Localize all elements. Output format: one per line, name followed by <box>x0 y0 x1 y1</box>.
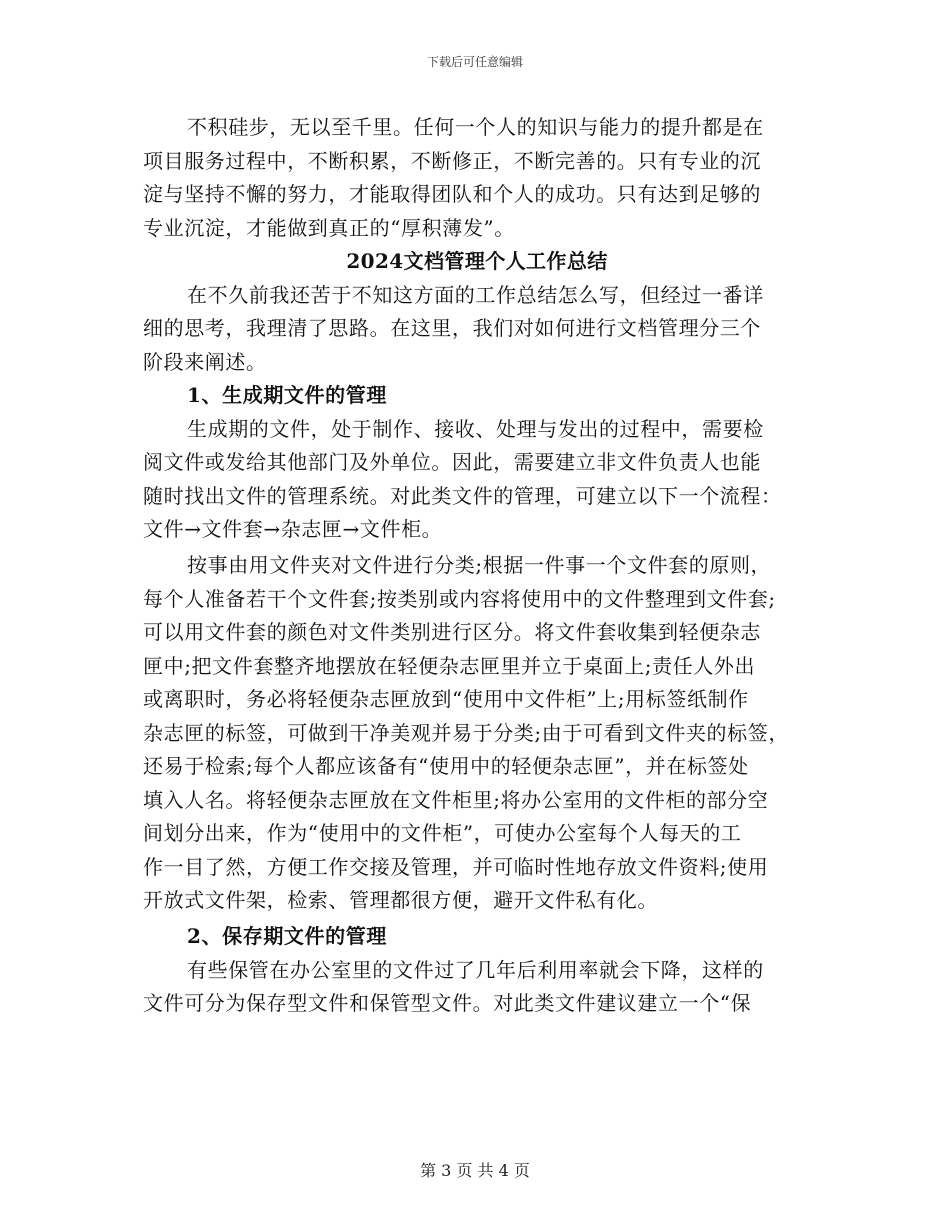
paragraph-line: 文件→文件套→杂志匣→文件柜。 <box>143 517 443 541</box>
paragraph-line: 有些保管在办公室里的文件过了几年后利用率就会下降，这样的 <box>187 957 764 982</box>
section-heading-2: 2、保存期文件的管理 <box>187 924 387 948</box>
paragraph-line: 间划分出来，作为“使用中的文件柜”，可使办公室每个人每天的工 <box>143 821 742 845</box>
paragraph-line: 匣中;把文件套整齐地摆放在轻便杂志匣里并立于桌面上;责任人外出 <box>143 653 756 678</box>
paragraph-line: 随时找出文件的管理系统。对此类文件的管理，可建立以下一个流程： <box>143 483 782 508</box>
paragraph-line: 阅文件或发给其他部门及外单位。因此，需要建立非文件负责人也能 <box>143 450 761 474</box>
paragraph-line: 生成期的文件，处于制作、接收、处理与发出的过程中，需要检 <box>187 416 764 441</box>
section-heading-1: 1、生成期文件的管理 <box>187 383 387 407</box>
paragraph-line: 阶段来阐述。 <box>143 349 267 374</box>
document-title: 2024文档管理个人工作总结 <box>346 249 608 273</box>
paragraph-line: 专业沉淀，才能做到真正的“厚积薄发”。 <box>143 215 515 240</box>
paragraph-line: 可以用文件套的颜色对文件类别进行区分。将文件套收集到轻便杂志 <box>143 620 761 644</box>
paragraph-line: 或离职时，务必将轻便杂志匣放到“使用中文件柜”上;用标签纸制作 <box>143 687 749 711</box>
paragraph-line: 淀与坚持不懈的努力，才能取得团队和个人的成功。只有达到足够的 <box>143 182 761 206</box>
paragraph-line: 填入人名。将轻便杂志匣放在文件柜里;将办公室用的文件柜的部分空 <box>143 787 769 812</box>
paragraph-line: 在不久前我还苦于不知这方面的工作总结怎么写，但经过一番详 <box>187 282 764 307</box>
document-body <box>143 112 811 1022</box>
paragraph-line: 还易于检索;每个人都应该备有“使用中的轻便杂志匣”，并在标签处 <box>143 754 749 778</box>
paragraph-line: 项目服务过程中，不断积累，不断修正，不断完善的。只有专业的沉 <box>143 148 761 173</box>
paragraph-line: 细的思考，我理清了思路。在这里，我们对如何进行文档管理分三个 <box>143 316 761 340</box>
paragraph-line: 杂志匣的标签，可做到干净美观并易于分类;由于可看到文件夹的标签， <box>143 720 789 745</box>
paragraph-line: 开放式文件架，检索、管理都很方便，避开文件私有化。 <box>143 888 658 912</box>
paragraph-line: 不积硅步，无以至千里。任何一个人的知识与能力的提升都是在 <box>187 115 764 139</box>
paragraph-line: 按事由用文件夹对文件进行分类;根据一件事一个文件套的原则， <box>187 553 772 577</box>
paragraph-line: 作一目了然，方便工作交接及管理，并可临时性地存放文件资料;使用 <box>143 854 769 879</box>
paragraph-line: 每个人准备若干个文件套;按类别或内容将使用中的文件整理到文件套; <box>143 586 776 611</box>
page-number: 第 3 页 共 4 页 <box>420 1161 530 1180</box>
header-note: 下载后可任意编辑 <box>426 55 523 69</box>
paragraph-line: 文件可分为保存型文件和保管型文件。对此类文件建议建立一个“保 <box>143 991 752 1015</box>
